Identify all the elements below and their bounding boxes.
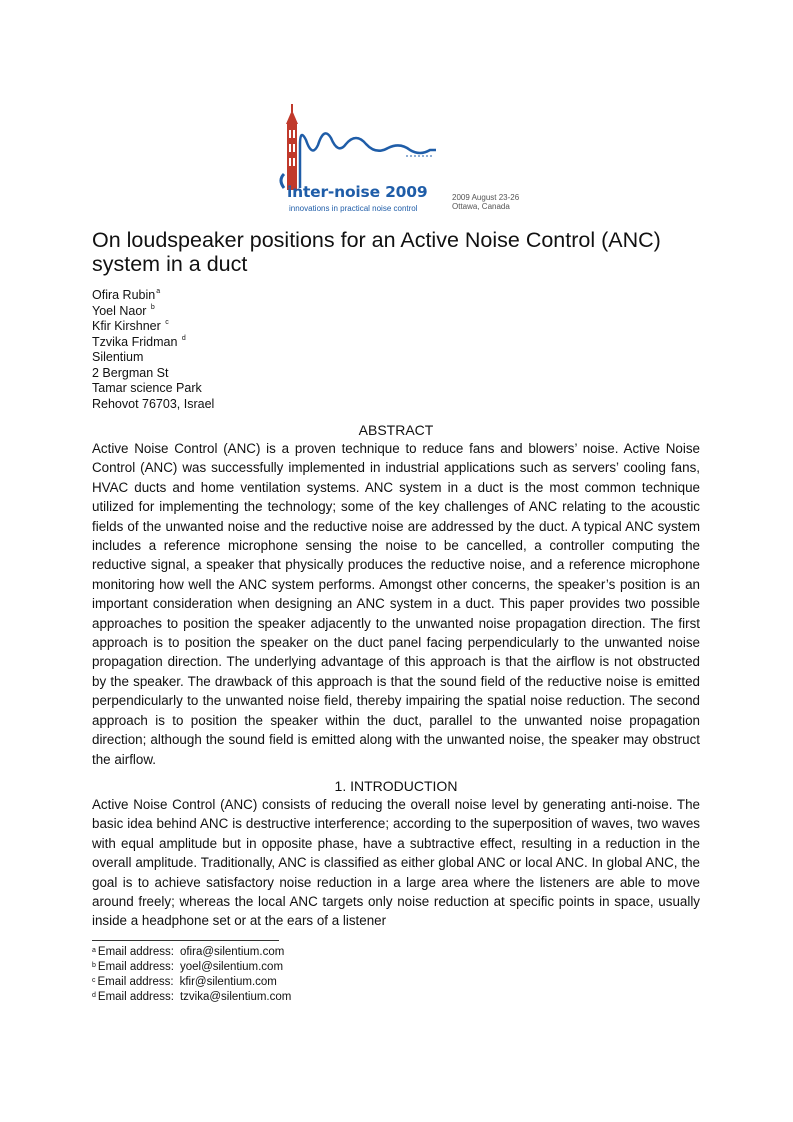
conference-logo [276,100,526,216]
email-link[interactable]: yoel@silentium.com [179,961,284,973]
footnote-divider [92,940,279,941]
footnote: $^c$ Email address: kfir@silentium.com [92,976,277,988]
author: Yoel Naor $^b$ [92,303,155,318]
affiliation-line: Silentium [92,350,144,364]
logo-place: Ottawa, Canada [452,202,510,211]
introduction-heading: 1. INTRODUCTION [334,778,458,794]
logo-date: 2009 August 23-26 [452,193,520,202]
abstract-heading: ABSTRACT [358,422,434,438]
email-link[interactable]: tzvika@silentium.com [179,991,292,1003]
author: Kfir Kirshner $^c$ [92,319,169,333]
logo-name: inter-noise 2009 [287,183,428,201]
footnote: $^a$ Email address: ofira@silentium.com [92,946,285,958]
logo-tagline: innovations in practical noise control [289,204,418,213]
affiliation-line: Tamar science Park [92,381,202,395]
footnote: $^d$ Email address: tzvika@silentium.com [92,991,292,1003]
affiliation-line: 2 Bergman St [92,365,169,380]
email-link[interactable]: kfir@silentium.com [179,976,277,988]
affiliation-line: Rehovot 76703, Israel [92,396,215,411]
author-block [92,288,214,412]
paper-title: On loudspeaker positions for an Active Noise Control (ANC) system in a duct [92,228,661,276]
footnotes [92,945,291,1005]
email-link[interactable]: ofira@silentium.com [179,946,285,958]
footnote: $^b$ Email address: yoel@silentium.com [92,961,284,973]
abstract-text: Active Noise Control (ANC) is a proven technique to reduce fans and blowers’ noise. Active Noise Control (ANC) was successfully implemented in industrial applications such as servers’ cooling fans, HVAC ducts and home ventilation systems. ANC system in a duct is the most common technique utilized for implementing the technology; some of the key challenges of ANC relating to the acoustic fields of the unwanted noise and the reductive noise are addressed by the duct. A typical ANC system includes a reference microphone sensing the noise to be cancelled, a controller computing the reductive signal, a speaker that physically produces the reductive noise, and a reference microphone monitoring how well the ANC system performs. Amongst other concerns, the speaker’s position is an important consideration when designing an ANC system in a duct. This paper provides two possible approaches to position the speaker adjacently to the unwanted noise propagation direction. The first approach is to position the speaker on the duct panel facing perpendicularly to the unwanted noise propagation direction. The underlying advantage of this approach is that the airflow is not obstructed by the speaker. The drawback of this approach is that the sound field of the reductive noise is emitted perpendicularly to the unwanted noise field, thereby impairing the spatial noise reduction. The second approach is to position the speaker within the duct, parallel to the unwanted noise propagation direction; although the sound field is emitted along with the unwanted noise, the speaker may obstruct the airflow. [92,441,700,767]
author: Tzvika Fridman $^d$ [92,334,186,349]
tower-wave-logo-graphic [276,100,526,190]
author: Ofira Rubin$^a$ [92,288,161,302]
introduction-text: Active Noise Control (ANC) consists of reducing the overall noise level by generating anti-noise. The basic idea behind ANC is destructive interference; according to the superposition of waves, two waves with equal amplitude but in opposite phase, have a subtractive effect, resulting in a reduction in the overall amplitude. Traditionally, ANC is classified as either global ANC or local ANC. In global ANC, the goal is to achieve satisfactory noise reduction in a large area where the listeners are able to move around freely; whereas the local ANC targets only noise reduction at specific points in space, usually inside a headphone set or at the ears of a listener [92,797,700,929]
